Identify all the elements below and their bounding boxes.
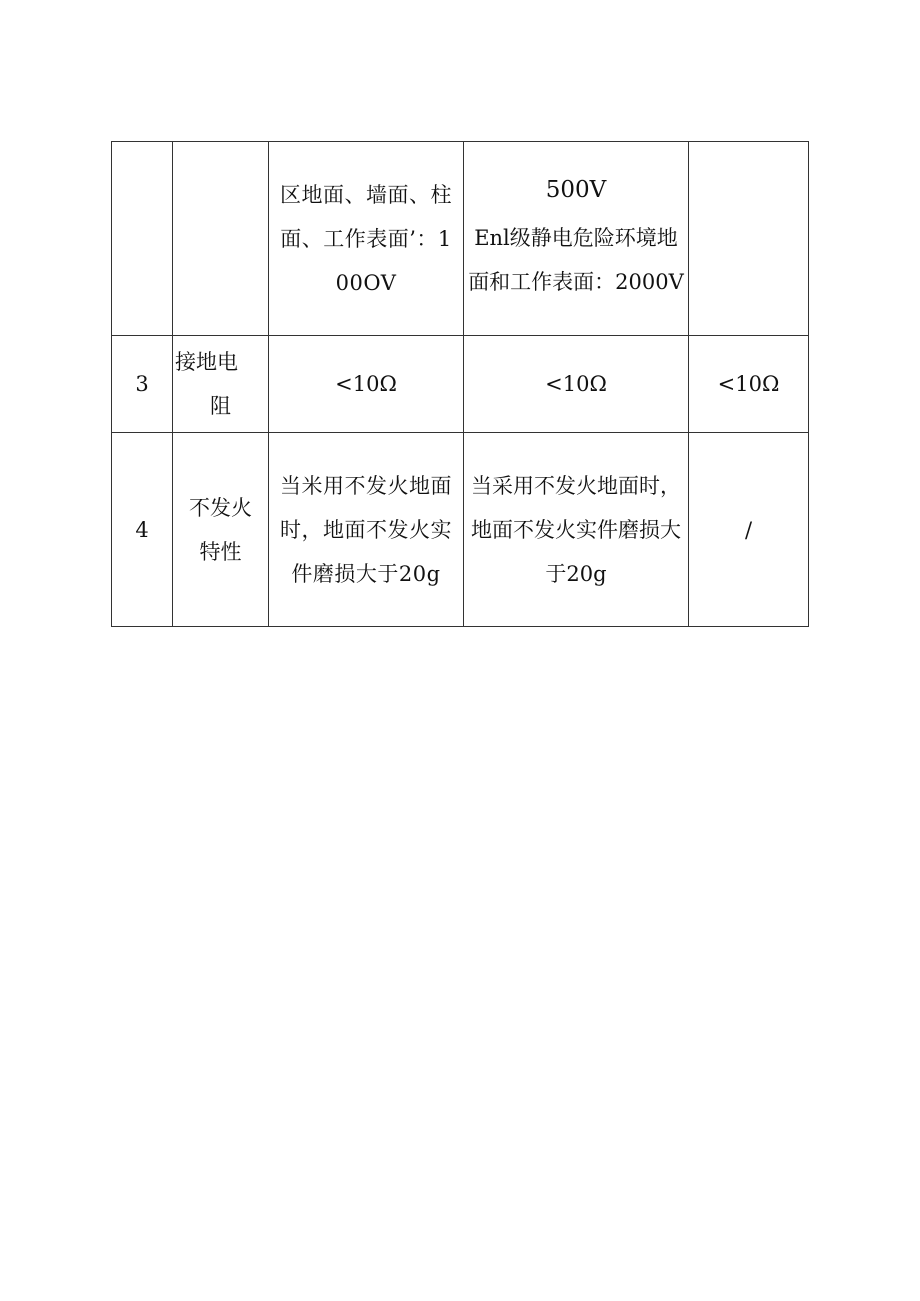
requirement-text-secondary: Enl级静电危险环境地面和工作表面：2000V	[468, 225, 684, 294]
requirement-block	[464, 168, 688, 304]
item-name: 不发火特性	[189, 495, 252, 564]
row-number-cell	[112, 336, 173, 433]
requirement-text: <10Ω	[545, 372, 607, 396]
table-row	[112, 336, 809, 433]
requirement-cell-col4	[464, 433, 689, 627]
item-name-cell	[173, 336, 269, 433]
row-number-cell	[112, 433, 173, 627]
requirement-cell-col5	[689, 142, 809, 336]
item-name	[173, 340, 268, 428]
item-name-cell	[173, 142, 269, 336]
item-name-line1: 接地电	[175, 350, 238, 374]
spec-table	[111, 141, 809, 627]
requirement-text: 区地面、墙面、柱面、工作表面’：100OV	[280, 182, 452, 295]
row-number: 4	[135, 517, 149, 542]
requirement-text-primary: 500V	[545, 176, 607, 203]
requirement-text: 当采用不发火地面时，地面不发火实件磨损大于20g	[471, 473, 681, 586]
requirement-text: 当米用不发火地面时，地面不发火实件磨损大于20g	[280, 473, 452, 586]
requirement-cell-col4	[464, 142, 689, 336]
requirement-cell-col3	[269, 336, 464, 433]
row-number: 3	[135, 372, 149, 396]
row-number-cell	[112, 142, 173, 336]
item-name-line2: 阻	[210, 394, 231, 418]
table-row	[112, 142, 809, 336]
requirement-text: <10Ω	[335, 372, 397, 396]
requirement-cell-col4	[464, 336, 689, 433]
requirement-text: /	[744, 517, 753, 542]
requirement-cell-col5	[689, 336, 809, 433]
requirement-text: <10Ω	[717, 372, 780, 396]
requirement-cell-col5	[689, 433, 809, 627]
requirement-cell-col3	[269, 142, 464, 336]
requirement-cell-col3	[269, 433, 464, 627]
item-name-cell	[173, 433, 269, 627]
table-row	[112, 433, 809, 627]
